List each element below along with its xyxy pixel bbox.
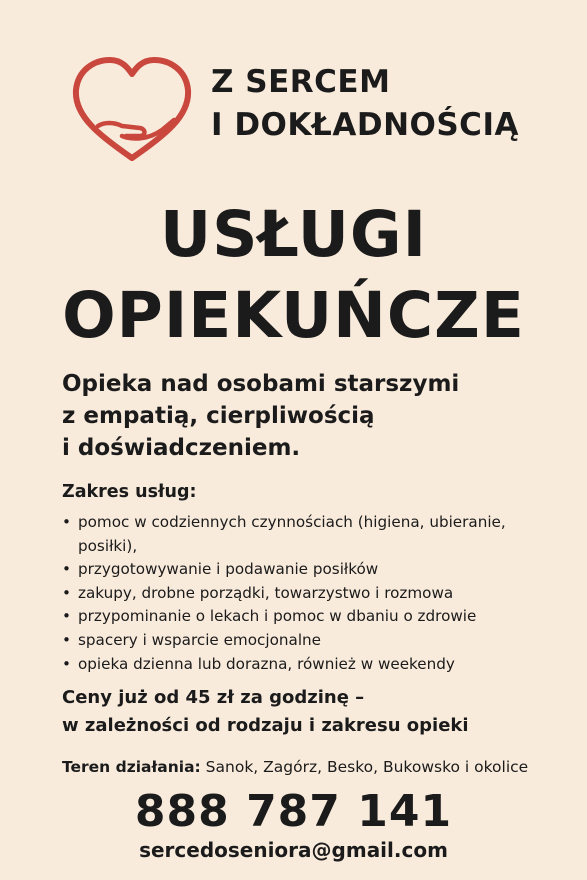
subtitle	[62, 368, 459, 464]
prices-info	[62, 684, 469, 740]
service-area	[62, 758, 528, 776]
prices-line-1: Ceny już od 45 zł za godzinę –	[62, 687, 365, 708]
prices-line-2: w zależności od rodzaju i zakresu opieki	[62, 715, 469, 736]
email-address[interactable]: sercedoseniora@gmail.com	[139, 838, 448, 862]
list-item-text: przypominanie o lekach i pomoc w dbaniu o zdrowie	[78, 607, 477, 626]
subtitle-line-1: Opieka nad osobami starszymi	[62, 371, 460, 397]
brand-line-2: I DOKŁADNOŚCIĄ	[211, 107, 519, 143]
bullet-icon: •	[62, 630, 71, 649]
service-area-label: Teren działania:	[62, 758, 201, 776]
list-item-text: spacery i wsparcie emocjonalne	[78, 630, 322, 649]
main-headline	[0, 194, 587, 356]
list-item	[62, 605, 506, 629]
list-item	[62, 582, 506, 606]
services-title: Zakres usług:	[62, 482, 197, 502]
bullet-icon: •	[62, 560, 71, 579]
list-item-text: zakupy, drobne porządki, towarzystwo i rozmowa	[78, 583, 454, 602]
heart-with-hand-icon	[70, 56, 194, 166]
subtitle-line-2: z empatią, cierpliwością	[62, 403, 375, 429]
bullet-icon: •	[62, 654, 71, 673]
headline-line-1: USŁUGI	[159, 198, 428, 271]
brand-name	[211, 61, 519, 147]
brand-line-1: Z SERCEM	[211, 64, 391, 100]
list-item	[62, 558, 506, 582]
service-area-value: Sanok, Zagórz, Besko, Bukowsko i okolice	[205, 758, 529, 776]
list-item-text: opieka dzienna lub dorazna, również w weekendy	[78, 654, 455, 673]
headline-line-2: OPIEKUŃCZE	[62, 279, 525, 352]
list-item	[62, 629, 506, 653]
bullet-icon: •	[62, 513, 71, 531]
services-list	[62, 511, 506, 676]
bullet-icon: •	[62, 583, 71, 602]
list-item	[62, 511, 506, 558]
subtitle-line-3: i doświadczeniem.	[62, 435, 301, 461]
list-item-continuation: posiłki),	[78, 536, 138, 555]
list-item	[62, 653, 506, 677]
list-item-text: przygotowywanie i podawanie posiłków	[78, 560, 379, 579]
phone-number[interactable]: 888 787 141	[134, 786, 453, 837]
bullet-icon: •	[62, 607, 71, 626]
list-item-text: pomoc w codziennych czynnościach (higiena, ubieranie,	[78, 513, 506, 531]
